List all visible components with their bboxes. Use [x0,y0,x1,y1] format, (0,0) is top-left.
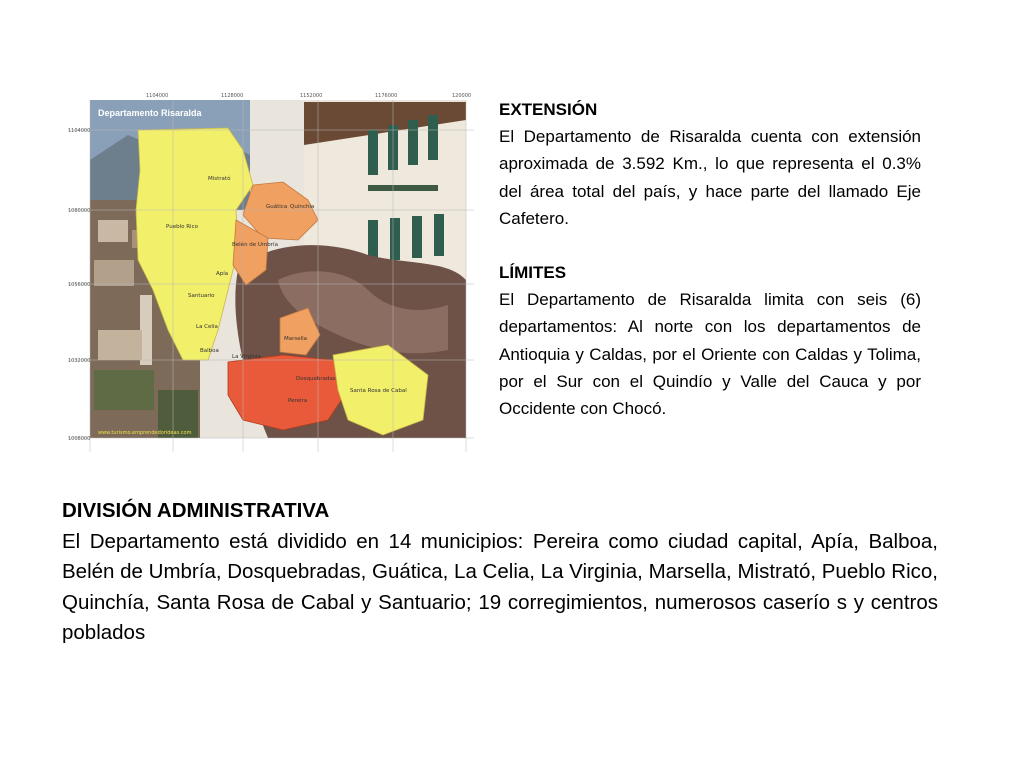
label-guatica: Guática [266,204,288,210]
coord-left-5: 1008000 [68,436,91,442]
label-la-celia: La Celia [196,324,218,330]
map-credit: www.turismo.emprendedorideas.com [98,430,192,436]
coord-left-1: 1104000 [68,128,91,134]
coord-left-3: 1056000 [68,282,91,288]
division-heading: DIVISIÓN ADMINISTRATIVA [62,499,330,522]
coord-left-4: 1032000 [68,358,91,364]
coord-top-1: 1104000 [146,93,169,99]
extension-paragraph: El Departamento de Risaralda cuenta con extensión aproximada de 3.592 Km., lo que representa el 0.3% del área total del país, y hace parte del llamado Eje Cafetero. [499,127,921,228]
limites-paragraph: El Departamento de Risaralda limita con seis (6) departamentos: Al norte con los departamentos de Antioquia y Caldas, por el Oriente con Caldas y Tolima, por el Sur con el Quindío y Valle del Cauca y por Occidente con Chocó. [499,290,921,419]
division-paragraph: El Departamento está dividido en 14 municipios: Pereira como ciudad capital, Apía, Balboa, Belén de Umbría, Dosquebradas, Guática, La Celia, La Virginia, Marsella, Mistrató, Pueblo Rico, Quinchía, Santa Rosa de Cabal y Santuario; 19 corregimientos, numerosos caserío s y centros poblados [62,529,938,644]
division-section [62,496,938,649]
limites-heading: LÍMITES [499,263,567,283]
coord-top-4: 1176000 [375,93,398,99]
label-pueblo-rico: Pueblo Rico [166,224,198,230]
label-santa-rosa-de-cabal: Santa Rosa de Cabal [350,388,407,394]
label-santuario: Santuario [188,293,215,299]
label-mistrato: Mistrató [208,176,231,182]
coord-top-5: 120000 [452,93,472,99]
label-apia: Apía [216,271,229,277]
label-quinchia: Quinchía [290,204,315,210]
side-text-column [499,96,921,422]
label-balboa: Balboa [200,348,219,354]
risaralda-map-figure [68,90,474,452]
section-spacer [499,232,921,259]
coord-top-2: 1128000 [221,93,244,99]
map-title: Departamento Risaralda [98,108,202,118]
label-belen-de-umbria: Belén de Umbría [232,242,278,248]
label-la-virginia: La Virginia [232,354,261,360]
coord-left-2: 1080000 [68,208,91,214]
label-pereira: Pereira [288,398,308,404]
label-marsella: Marsella [284,336,308,342]
label-dosquebradas: Dosquebradas [296,376,336,382]
extension-heading: EXTENSIÓN [499,100,598,119]
coord-top-3: 1152000 [300,93,323,99]
